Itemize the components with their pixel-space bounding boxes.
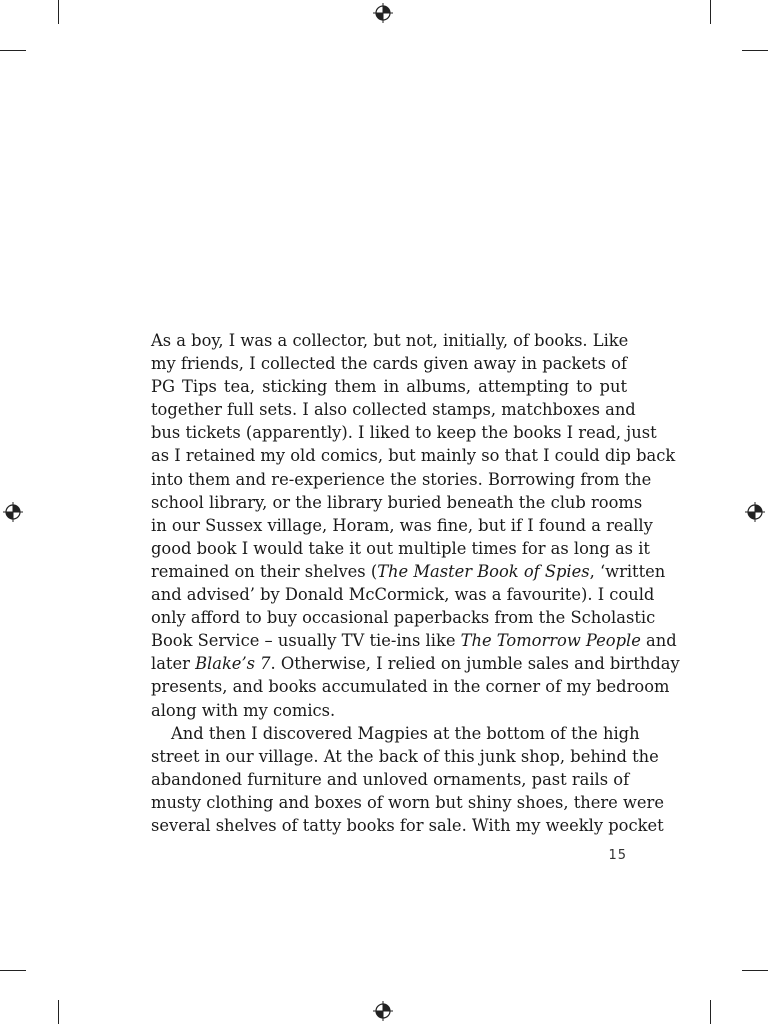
text-run: Book Service – usually TV tie-ins like [151, 631, 461, 651]
registration-mark-top-icon [373, 3, 393, 23]
text-line [151, 468, 652, 491]
text-run: good book I would take it out multiple times for as long as it [151, 538, 650, 558]
page-number: 15 [608, 848, 627, 863]
text-line [151, 699, 627, 722]
crop-mark-top-right [710, 0, 711, 24]
text-line [151, 652, 680, 675]
text-run: as I retained my old comics, but mainly so that I could dip back [151, 446, 676, 466]
text-run: my friends, I collected the cards given away in packets of [151, 354, 627, 374]
text-run: later [151, 654, 196, 674]
text-run: only afford to buy occasional paperbacks from the Scholastic [151, 608, 656, 628]
text-run: musty clothing and boxes of worn but shiny shoes, there were [151, 792, 664, 812]
italic-title: Blake’s 7 [195, 654, 271, 674]
text-line [151, 768, 630, 791]
italic-title: The Master Book of Spies [377, 561, 590, 581]
text-run: remained on their shelves ( [151, 561, 378, 581]
text-run: bus tickets (apparently). I liked to keep the books I read, just [151, 423, 657, 443]
text-line [151, 629, 677, 652]
text-line [151, 514, 653, 537]
crop-mark-bottom-right [710, 1000, 711, 1024]
text-run: street in our village. At the back of this junk shop, behind the [151, 746, 659, 766]
text-run: , ‘written [589, 561, 666, 581]
text-run: and advised’ by Donald McCormick, was a favourite). I could [151, 585, 655, 605]
text-run: in our Sussex village, Horam, was fine, but if I found a really [151, 515, 653, 535]
text-line [151, 352, 627, 375]
registration-mark-left-icon [3, 502, 23, 522]
text-run: and [640, 631, 677, 651]
text-line [151, 722, 640, 745]
crop-mark-left-bottom [0, 970, 26, 971]
crop-mark-left-top [0, 50, 26, 51]
text-line [151, 675, 670, 698]
crop-mark-right-bottom [742, 970, 768, 971]
text-run: school library, or the library buried beneath the club rooms [151, 492, 643, 512]
text-run: . Otherwise, I relied on jumble sales and birthday [270, 654, 680, 674]
crop-mark-top-left [58, 0, 59, 24]
text-run: And then I discovered Magpies at the bottom of the high [171, 723, 640, 743]
text-line [151, 398, 636, 421]
text-run: together full sets. I also collected stamps, matchboxes and [151, 400, 636, 420]
text-line [151, 606, 656, 629]
text-line [151, 814, 664, 837]
crop-mark-right-top [742, 50, 768, 51]
text-line [151, 329, 627, 352]
paragraph-1 [151, 329, 680, 722]
text-run: PG Tips tea, sticking them in albums, attempting to put [151, 377, 627, 397]
text-line [151, 583, 655, 606]
text-line [151, 745, 659, 768]
text-run: into them and re-experience the stories. Borrowing from the [151, 469, 652, 489]
text-line [151, 537, 650, 560]
text-run: abandoned furniture and unloved ornaments, past rails of [151, 769, 630, 789]
paragraph-2 [151, 722, 664, 837]
registration-mark-right-icon [745, 502, 765, 522]
body-text [151, 329, 680, 837]
text-run: along with my comics. [151, 700, 336, 720]
text-line [151, 791, 664, 814]
text-run: presents, and books accumulated in the corner of my bedroom [151, 677, 670, 697]
text-line [151, 421, 657, 444]
text-run: As a boy, I was a collector, but not, initially, of books. Like [151, 331, 629, 350]
text-line [151, 560, 666, 583]
crop-mark-bottom-left [58, 1000, 59, 1024]
text-line [151, 444, 676, 467]
text-line [151, 491, 643, 514]
text-run: several shelves of tatty books for sale. With my weekly pocket [151, 815, 664, 835]
registration-mark-bottom-icon [373, 1001, 393, 1021]
italic-title: The Tomorrow People [460, 631, 641, 651]
text-line [151, 375, 627, 398]
